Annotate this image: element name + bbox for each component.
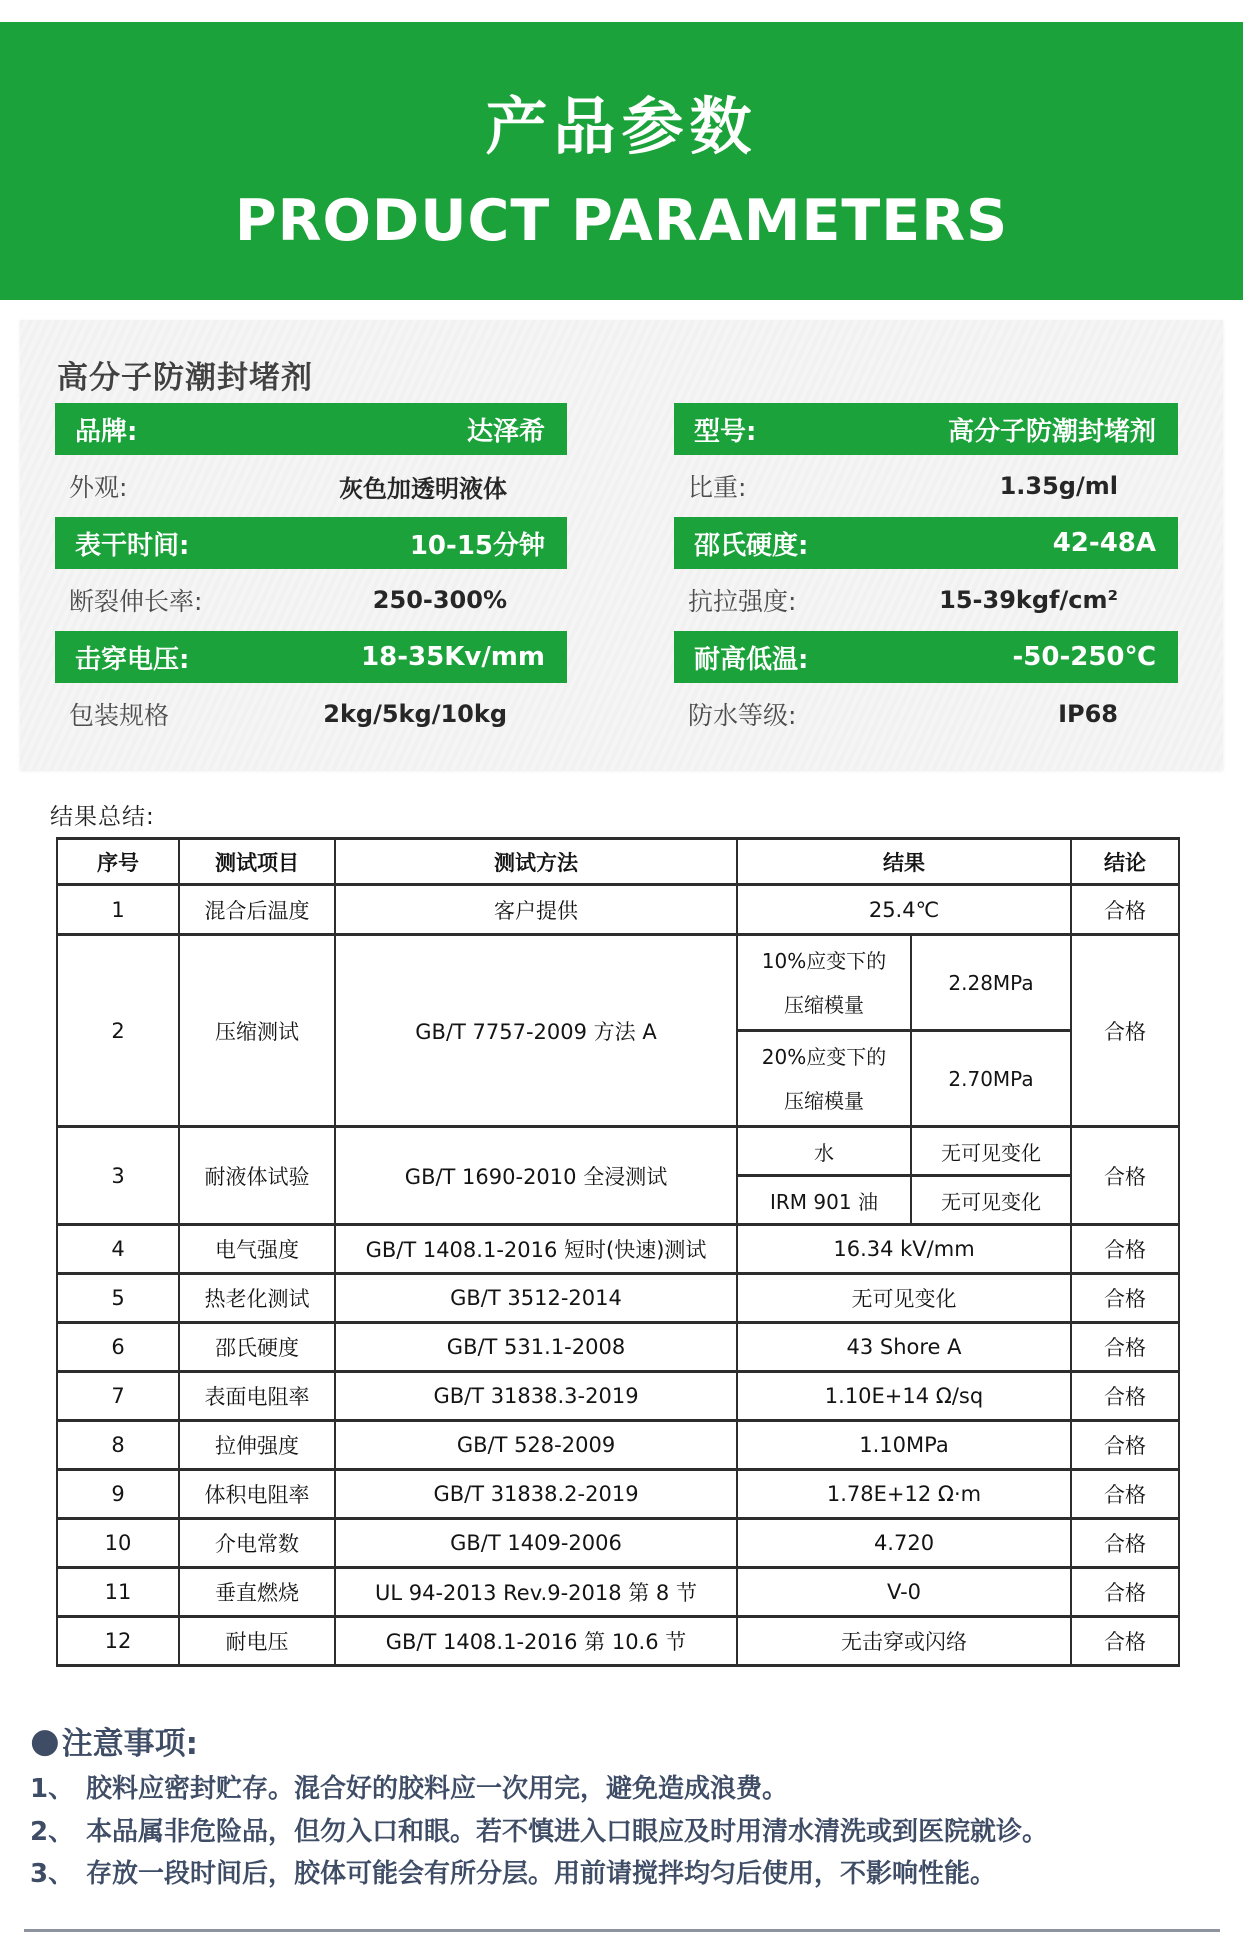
spec-label: 包装规格 (69, 701, 170, 730)
spec-value: 1.35g/ml (999, 472, 1118, 500)
spec-label: 击穿电压: (75, 644, 190, 675)
cell-result: 25.4℃ (737, 885, 1071, 935)
cell-verdict: 合格 (1071, 1127, 1179, 1225)
notes-heading-text: 注意事项: (61, 1726, 199, 1762)
spec-row-model (674, 403, 1178, 455)
cell-verdict: 合格 (1071, 1323, 1179, 1372)
cell-method: GB/T 1408.1-2016 短时(快速)测试 (335, 1225, 737, 1274)
note-text: 存放一段时间后，胶体可能会有所分层。用前请搅拌均匀后使用，不影响性能。 (86, 1859, 997, 1889)
spec-value: 灰色加透明液体 (339, 474, 507, 503)
cell-verdict: 合格 (1071, 1568, 1179, 1617)
cell-verdict: 合格 (1071, 1470, 1179, 1519)
sub-name-line1: 10%应变下的 (761, 948, 887, 973)
col-header-result: 结果 (737, 839, 1071, 885)
table-row (57, 1274, 1179, 1323)
cell-result: 4.720 (737, 1519, 1071, 1568)
banner-title-zh: 产品参数 (485, 89, 758, 163)
cell-item: 混合后温度 (179, 885, 335, 935)
table-row (57, 1225, 1179, 1274)
cell-no: 3 (57, 1127, 179, 1225)
col-header-no: 序号 (57, 839, 179, 885)
cell-result: 无击穿或闪络 (737, 1617, 1071, 1666)
cell-sub-value: 无可见变化 (911, 1127, 1071, 1176)
spec-value: 达泽希 (466, 416, 545, 447)
spec-row-appearance (55, 460, 567, 512)
cell-item: 电气强度 (179, 1225, 335, 1274)
cell-no: 7 (57, 1372, 179, 1421)
table-row (57, 1323, 1179, 1372)
bottom-divider (24, 1929, 1220, 1932)
sub-name-line2: 压缩模量 (784, 992, 864, 1017)
note-number: 1、 (30, 1774, 75, 1804)
cell-sub-value: 2.28MPa (911, 935, 1071, 1031)
spec-card (20, 320, 1223, 770)
banner-title-en: PRODUCT PARAMETERS (234, 187, 1009, 254)
spec-row-breakdown-voltage (55, 631, 567, 683)
cell-item: 表面电阻率 (179, 1372, 335, 1421)
spec-label: 品牌: (75, 416, 138, 447)
cell-no: 5 (57, 1274, 179, 1323)
cell-method: GB/T 31838.3-2019 (335, 1372, 737, 1421)
cell-no: 1 (57, 885, 179, 935)
cell-no: 4 (57, 1225, 179, 1274)
note-number: 3、 (30, 1859, 75, 1889)
cell-sub-name (737, 935, 911, 1031)
note-item (30, 1858, 1227, 1891)
cell-result: 1.10MPa (737, 1421, 1071, 1470)
sub-name-line1: 20%应变下的 (761, 1044, 887, 1069)
spec-value: IP68 (1058, 700, 1118, 728)
col-header-method: 测试方法 (335, 839, 737, 885)
col-header-verdict: 结论 (1071, 839, 1179, 885)
cell-no: 6 (57, 1323, 179, 1372)
note-item (30, 1773, 1227, 1806)
spec-row-waterproof-rating (674, 688, 1178, 740)
col-header-item: 测试项目 (179, 839, 335, 885)
cell-sub-name: 水 (737, 1127, 911, 1176)
cell-result: 无可见变化 (737, 1274, 1071, 1323)
cell-result: 1.10E+14 Ω/sq (737, 1372, 1071, 1421)
table-row (57, 1617, 1179, 1666)
spec-row-package (55, 688, 567, 740)
cell-method: GB/T 531.1-2008 (335, 1323, 737, 1372)
bullet-icon: ● (30, 1720, 60, 1761)
cell-method: GB/T 1408.1-2016 第 10.6 节 (335, 1617, 737, 1666)
spec-value: 10-15分钟 (409, 530, 545, 561)
table-row (57, 1519, 1179, 1568)
cell-item: 垂直燃烧 (179, 1568, 335, 1617)
cell-method: GB/T 1409-2006 (335, 1519, 737, 1568)
note-item (30, 1816, 1227, 1849)
cell-verdict: 合格 (1071, 885, 1179, 935)
cell-method: GB/T 31838.2-2019 (335, 1470, 737, 1519)
table-row (57, 1127, 1179, 1176)
spec-value: 高分子防潮封堵剂 (947, 416, 1156, 447)
cell-no: 10 (57, 1519, 179, 1568)
cell-method: GB/T 7757-2009 方法 A (335, 935, 737, 1127)
spec-value: 18-35Kv/mm (361, 642, 545, 672)
cell-result: 1.78E+12 Ω·m (737, 1470, 1071, 1519)
spec-value: 15-39kgf/cm² (939, 586, 1118, 614)
table-header-row (57, 839, 1179, 885)
spec-label: 外观: (69, 473, 128, 502)
cell-verdict: 合格 (1071, 1274, 1179, 1323)
note-text: 本品属非危险品，但勿入口和眼。若不慎进入口眼应及时用清水清洗或到医院就诊。 (86, 1816, 1049, 1847)
cell-result: V-0 (737, 1568, 1071, 1617)
spec-label: 耐高低温: (694, 644, 809, 675)
spec-row-brand (55, 403, 567, 455)
cell-item: 耐电压 (179, 1617, 335, 1666)
sub-name-line2: 压缩模量 (784, 1088, 864, 1113)
cell-item: 拉伸强度 (179, 1421, 335, 1470)
spec-label: 防水等级: (688, 701, 797, 730)
table-row (57, 1470, 1179, 1519)
table-row (57, 935, 1179, 1031)
cell-result: 16.34 kV/mm (737, 1225, 1071, 1274)
spec-row-elongation (55, 574, 567, 626)
spec-value: 2kg/5kg/10kg (323, 700, 507, 728)
cell-no: 2 (57, 935, 179, 1127)
spec-row-shore-hardness (674, 517, 1178, 569)
spec-value: -50-250℃ (1012, 642, 1156, 672)
spec-value: 42-48A (1052, 528, 1156, 558)
cell-sub-name: IRM 901 油 (737, 1176, 911, 1225)
spec-label: 抗拉强度: (688, 587, 797, 616)
cell-method: 客户提供 (335, 885, 737, 935)
cell-method: GB/T 528-2009 (335, 1421, 737, 1470)
product-name-title: 高分子防潮封堵剂 (57, 360, 313, 396)
cell-no: 12 (57, 1617, 179, 1666)
spec-row-surface-dry-time (55, 517, 567, 569)
spec-grid (55, 403, 1178, 740)
cell-sub-value: 2.70MPa (911, 1031, 1071, 1127)
cell-item: 压缩测试 (179, 935, 335, 1127)
spec-label: 邵氏硬度: (694, 530, 809, 561)
cell-method: GB/T 1690-2010 全浸测试 (335, 1127, 737, 1225)
cell-item: 介电常数 (179, 1519, 335, 1568)
cell-item: 耐液体试验 (179, 1127, 335, 1225)
spec-label: 型号: (694, 416, 757, 447)
spec-label: 断裂伸长率: (69, 587, 203, 616)
spec-label: 表干时间: (75, 530, 190, 561)
cell-item: 体积电阻率 (179, 1470, 335, 1519)
spec-row-specific-gravity (674, 460, 1178, 512)
cell-item: 邵氏硬度 (179, 1323, 335, 1372)
cell-verdict: 合格 (1071, 1372, 1179, 1421)
cell-sub-name (737, 1031, 911, 1127)
cell-item: 热老化测试 (179, 1274, 335, 1323)
notes-heading (30, 1718, 1227, 1763)
spec-row-tensile-strength (674, 574, 1178, 626)
cell-method: UL 94-2013 Rev.9-2018 第 8 节 (335, 1568, 737, 1617)
spec-row-temperature-resistance (674, 631, 1178, 683)
cell-no: 11 (57, 1568, 179, 1617)
cell-no: 9 (57, 1470, 179, 1519)
table-row (57, 1568, 1179, 1617)
cell-verdict: 合格 (1071, 935, 1179, 1127)
results-table (56, 837, 1180, 1667)
cell-result: 43 Shore A (737, 1323, 1071, 1372)
cell-verdict: 合格 (1071, 1225, 1179, 1274)
spec-label: 比重: (688, 473, 747, 502)
cell-verdict: 合格 (1071, 1421, 1179, 1470)
summary-heading: 结果总结: (50, 804, 155, 830)
cell-verdict: 合格 (1071, 1519, 1179, 1568)
note-text: 胶料应密封贮存。混合好的胶料应一次用完，避免造成浪费。 (86, 1774, 789, 1804)
table-row (57, 885, 1179, 935)
note-number: 2、 (30, 1816, 75, 1847)
table-row (57, 1372, 1179, 1421)
cell-verdict: 合格 (1071, 1617, 1179, 1666)
cell-sub-value: 无可见变化 (911, 1176, 1071, 1225)
cell-no: 8 (57, 1421, 179, 1470)
table-row (57, 1421, 1179, 1470)
banner (0, 22, 1243, 300)
spec-value: 250-300% (372, 586, 507, 614)
notes-section (30, 1718, 1227, 1891)
cell-method: GB/T 3512-2014 (335, 1274, 737, 1323)
